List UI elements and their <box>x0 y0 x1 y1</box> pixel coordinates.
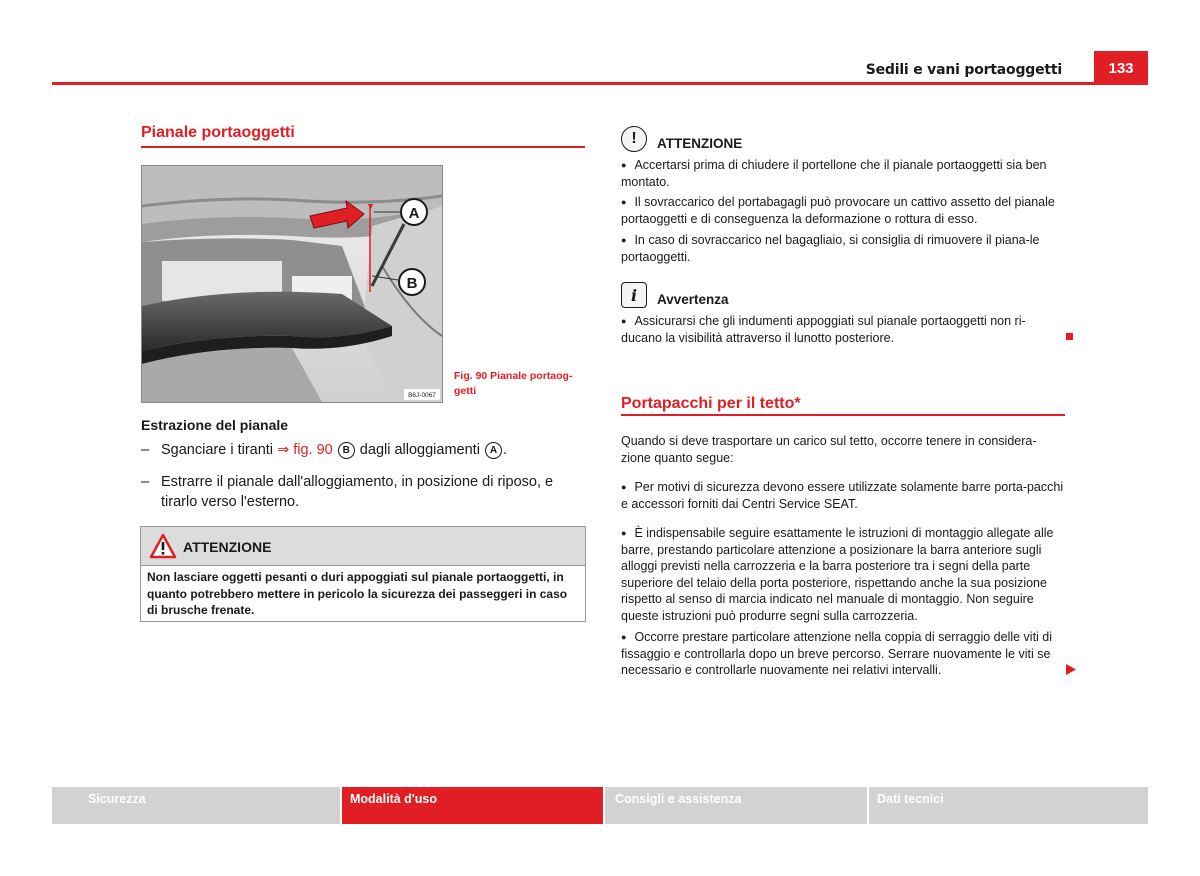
section-title-portapacchi: Portapacchi per il tetto* <box>621 395 801 412</box>
footer-tab-label: Consigli e assistenza <box>615 792 742 806</box>
bullet-icon: ● <box>621 528 627 538</box>
section-rule-left <box>141 146 585 148</box>
attenzione-item-text: In caso di sovraccarico nel bagagliaio, si consiglia di rimuovere il piana-le portaoggetti. <box>621 233 1040 264</box>
avvertenza-title: Avvertenza <box>657 292 729 307</box>
step-dash: – <box>141 474 150 490</box>
callout-a: A <box>408 205 420 222</box>
section-rule-right <box>621 414 1065 416</box>
portapacchi-item-1 <box>621 479 1065 512</box>
portapacchi-intro: Quando si deve trasportare un carico sul tetto, occorre tenere in considera-zione quanto segue: <box>621 434 1037 465</box>
step-2 <box>141 472 585 512</box>
warning-box-header <box>141 527 585 566</box>
figure-reference-link[interactable]: ⇒ fig. 90 <box>277 442 333 458</box>
figure-trunk-shelf <box>141 165 443 403</box>
trunk-shelf-illustration <box>142 166 442 402</box>
section-title-pianale: Pianale portaoggetti <box>141 124 295 141</box>
portapacchi-item-3 <box>621 629 1065 679</box>
portapacchi-item-text: Occorre prestare particolare attenzione nella coppia di serraggio delle viti di fissaggio e controllarla dopo un breve percorso. Serrare nuovamente le viti se necessario e controllarle nuovamente nei relativi intervalli. <box>621 630 1053 677</box>
footer-tab-consigli-assistenza[interactable] <box>605 787 867 824</box>
footer-tab-dati-tecnici[interactable] <box>869 787 1148 824</box>
warning-box-text: Non lasciare oggetti pesanti o duri appoggiati sul pianale portaoggetti, in quanto potrebbero mettere in pericolo la sicurezza dei passeggeri in caso di brusche frenate. <box>147 570 568 617</box>
info-icon: i <box>621 282 647 308</box>
attenzione-item-text: Accertarsi prima di chiudere il portellone che il pianale portaoggetti sia ben montato. <box>621 158 1047 189</box>
step-1 <box>141 440 585 460</box>
attenzione-title: ATTENZIONE <box>657 136 743 151</box>
continue-arrow-icon <box>1066 664 1076 675</box>
bullet-icon: ● <box>621 197 627 207</box>
running-header-title: Sedili e vani portaoggetti <box>865 62 1062 78</box>
footer-tab-label: Modalità d'uso <box>350 792 437 806</box>
portapacchi-item-text: È indispensabile seguire esattamente le istruzioni di montaggio allegate alle barre, prestando particolare attenzione a posizionare la barra anteriore sugli alloggi previsti nella carrozzeria e la barra posteriore tra i segni della parte superiore del telaio della porta posteriore, rispettando anche la sua posizione rispetto al senso di marcia indicato nel manuale di montaggio. Non seguire queste istruzioni può produrre segni sulla carrozzeria. <box>621 526 1054 623</box>
avvertenza-item-1 <box>621 313 1065 346</box>
warning-triangle-icon <box>149 533 177 559</box>
attenzione-item-1 <box>621 157 1065 190</box>
subsection-title-estrazione: Estrazione del pianale <box>141 417 289 433</box>
bullet-icon: ● <box>621 160 627 170</box>
bullet-icon: ● <box>621 235 627 245</box>
bullet-icon: ● <box>621 316 627 326</box>
warning-box-left <box>140 526 586 622</box>
attenzione-item-text: Il sovraccarico del portabagagli può provocare un cattivo assetto del pianale portaoggetti e di conseguenza la deformazione o rottura di esso. <box>621 195 1055 226</box>
bullet-icon: ● <box>621 482 627 492</box>
exclamation-icon: ! <box>621 126 647 152</box>
footer-tab-label: Sicurezza <box>88 792 146 806</box>
step-1-text-b: dagli alloggiamenti <box>355 442 484 458</box>
figure-caption: Fig. 90 Pianale portaog- getti <box>454 370 573 397</box>
attenzione-item-3 <box>621 232 1065 265</box>
step-2-text: Estrarre il pianale dall'alloggiamento, in posizione di riposo, e tirarlo verso l'esterno. <box>161 474 554 510</box>
warning-box-label: ATTENZIONE <box>183 539 272 555</box>
footer-tab-sicurezza[interactable] <box>52 787 340 824</box>
footer-tab-modalita-uso[interactable] <box>342 787 603 824</box>
bullet-icon: ● <box>621 632 627 642</box>
end-square-icon <box>1066 333 1073 340</box>
step-dash: – <box>141 442 150 458</box>
step-1-text-c: . <box>502 442 507 458</box>
step-1-text-a: Sganciare i tiranti <box>161 442 278 458</box>
circle-b-marker: B <box>338 442 355 459</box>
portapacchi-item-text: Per motivi di sicurezza devono essere utilizzate solamente barre porta-pacchi e accessori forniti dai Centri Service SEAT. <box>621 480 1064 511</box>
footer-tab-label: Dati tecnici <box>877 792 944 806</box>
circle-a-marker: A <box>485 442 502 459</box>
callout-b: B <box>406 275 418 292</box>
page-number: 133 <box>1094 51 1148 85</box>
portapacchi-item-2 <box>621 525 1065 624</box>
figure-code: B6J-0067 <box>408 392 436 399</box>
header-rule <box>52 82 1148 85</box>
attenzione-item-2 <box>621 194 1065 227</box>
avvertenza-item-text: Assicurarsi che gli indumenti appoggiati sul pianale portaoggetti non ri-ducano la visibilità attraverso il lunotto posteriore. <box>621 314 1026 345</box>
